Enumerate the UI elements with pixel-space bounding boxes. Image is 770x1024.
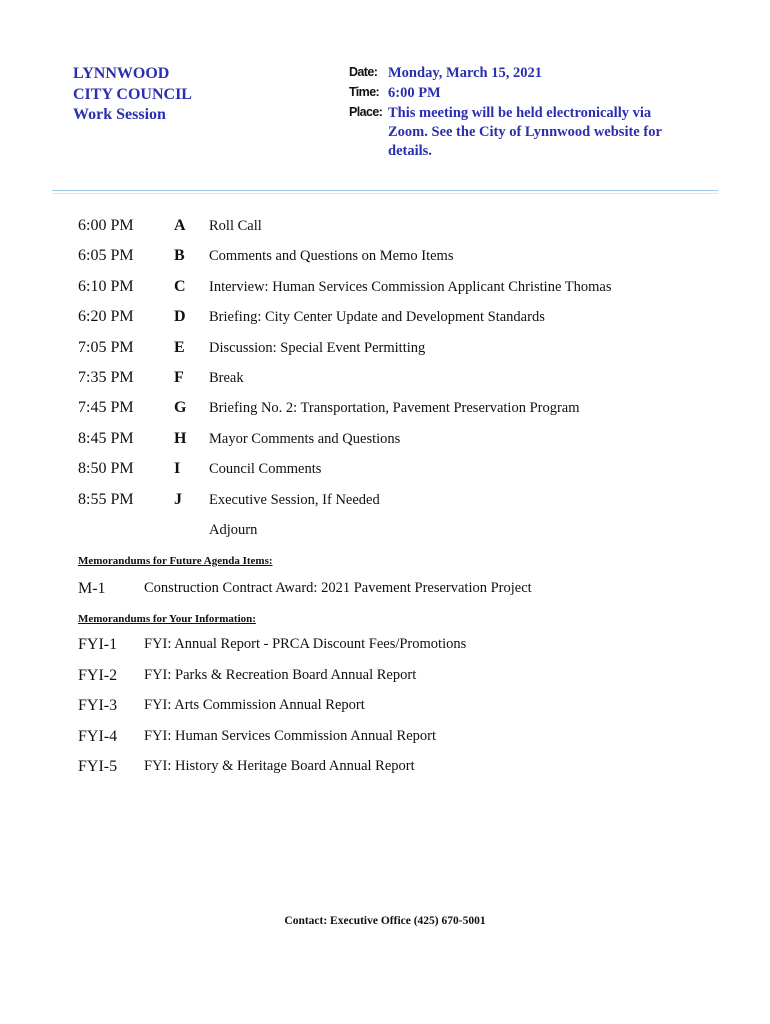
agenda-item bbox=[78, 367, 718, 397]
agenda-title: Council Comments bbox=[209, 461, 322, 478]
agenda-letter: I bbox=[174, 460, 181, 478]
agenda-time: 6:00 PM bbox=[78, 217, 134, 234]
agenda-title: Comments and Questions on Memo Items bbox=[209, 248, 454, 265]
memo-title: FYI: Annual Report - PRCA Discount Fees/Promotions bbox=[144, 636, 467, 652]
header-divider-shadow bbox=[52, 193, 718, 194]
agenda-letter: J bbox=[174, 490, 182, 508]
memo-code: FYI-3 bbox=[78, 697, 118, 714]
memo-title: FYI: Arts Commission Annual Report bbox=[144, 697, 365, 713]
date-row bbox=[349, 64, 689, 83]
agenda-time: 8:45 PM bbox=[78, 429, 134, 447]
agenda-item bbox=[78, 489, 718, 519]
agenda-title: Mayor Comments and Questions bbox=[209, 430, 401, 447]
memo-code: FYI-2 bbox=[78, 666, 118, 684]
info-items-heading: Memorandums for Your Information: bbox=[78, 613, 256, 625]
agenda-letter: A bbox=[174, 217, 186, 234]
agenda-item bbox=[78, 337, 718, 367]
agenda-item bbox=[78, 215, 718, 245]
agenda-item bbox=[78, 458, 718, 488]
time-label: Time: bbox=[349, 85, 380, 99]
agenda-letter: H bbox=[174, 429, 187, 447]
memo-code: FYI-5 bbox=[78, 758, 118, 775]
agenda-time: 8:55 PM bbox=[78, 490, 134, 508]
agenda-title: Roll Call bbox=[209, 218, 262, 234]
agenda-title: Break bbox=[209, 369, 244, 386]
agenda-item bbox=[78, 428, 718, 458]
memo-item bbox=[78, 667, 718, 698]
agenda-item bbox=[78, 306, 718, 336]
place-value: This meeting will be held electronically via Zoom. See the City of Lynnwood website for details. bbox=[388, 105, 662, 159]
memo-item bbox=[78, 636, 718, 667]
date-value: Monday, March 15, 2021 bbox=[388, 65, 542, 81]
agenda-item bbox=[78, 276, 718, 306]
future-items-list bbox=[78, 580, 718, 611]
agenda-time: 6:05 PM bbox=[78, 247, 134, 265]
future-items-heading: Memorandums for Future Agenda Items: bbox=[78, 555, 273, 567]
agenda-title: Adjourn bbox=[209, 521, 258, 538]
agenda-letter: D bbox=[174, 308, 186, 326]
agenda-time: 7:45 PM bbox=[78, 399, 134, 417]
contact-footer: Contact: Executive Office (425) 670-5001 bbox=[284, 915, 486, 927]
org-line-3: Work Session bbox=[73, 106, 166, 123]
memo-item bbox=[78, 758, 718, 789]
place-row bbox=[349, 104, 689, 161]
memo-item bbox=[78, 728, 718, 759]
memo-title: FYI: Human Services Commission Annual Report bbox=[144, 727, 436, 744]
agenda-item bbox=[78, 245, 718, 275]
agenda-title: Discussion: Special Event Permitting bbox=[209, 339, 426, 356]
agenda-title: Briefing: City Center Update and Development Standards bbox=[209, 309, 545, 326]
place-label: Place: bbox=[349, 105, 383, 119]
agenda-title: Interview: Human Services Commission Applicant Christine Thomas bbox=[209, 278, 612, 295]
time-row bbox=[349, 84, 689, 103]
memo-item bbox=[78, 580, 718, 611]
org-line-1: LYNNWOOD bbox=[73, 65, 170, 82]
memo-title: FYI: Parks & Recreation Board Annual Report bbox=[144, 666, 417, 683]
organization-title bbox=[73, 64, 192, 126]
agenda-title: Briefing No. 2: Transportation, Pavement Preservation Program bbox=[209, 400, 580, 417]
time-value: 6:00 PM bbox=[388, 85, 441, 101]
memo-title: FYI: History & Heritage Board Annual Report bbox=[144, 758, 415, 774]
agenda-letter: G bbox=[174, 399, 187, 417]
agenda-letter: F bbox=[174, 368, 184, 386]
agenda-letter: C bbox=[174, 277, 186, 295]
info-items-list bbox=[78, 636, 718, 789]
agenda-letter: B bbox=[174, 247, 185, 265]
agenda-time: 6:10 PM bbox=[78, 277, 134, 295]
date-label: Date: bbox=[349, 65, 378, 79]
agenda-letter: E bbox=[174, 338, 185, 356]
agenda-item bbox=[78, 519, 718, 549]
org-line-2: CITY COUNCIL bbox=[73, 85, 192, 103]
agenda-time: 8:50 PM bbox=[78, 460, 134, 478]
agenda-list bbox=[78, 215, 718, 549]
memo-item bbox=[78, 697, 718, 728]
agenda-time: 7:05 PM bbox=[78, 338, 134, 356]
memo-title: Construction Contract Award: 2021 Pavement Preservation Project bbox=[144, 580, 532, 596]
memo-code: FYI-1 bbox=[78, 636, 118, 653]
memo-code: FYI-4 bbox=[78, 727, 118, 745]
agenda-item bbox=[78, 397, 718, 427]
meeting-details bbox=[349, 64, 689, 162]
memo-code: M-1 bbox=[78, 580, 106, 597]
agenda-title: Executive Session, If Needed bbox=[209, 491, 380, 508]
agenda-time: 7:35 PM bbox=[78, 368, 134, 386]
agenda-time: 6:20 PM bbox=[78, 308, 134, 326]
header-divider bbox=[52, 190, 718, 191]
